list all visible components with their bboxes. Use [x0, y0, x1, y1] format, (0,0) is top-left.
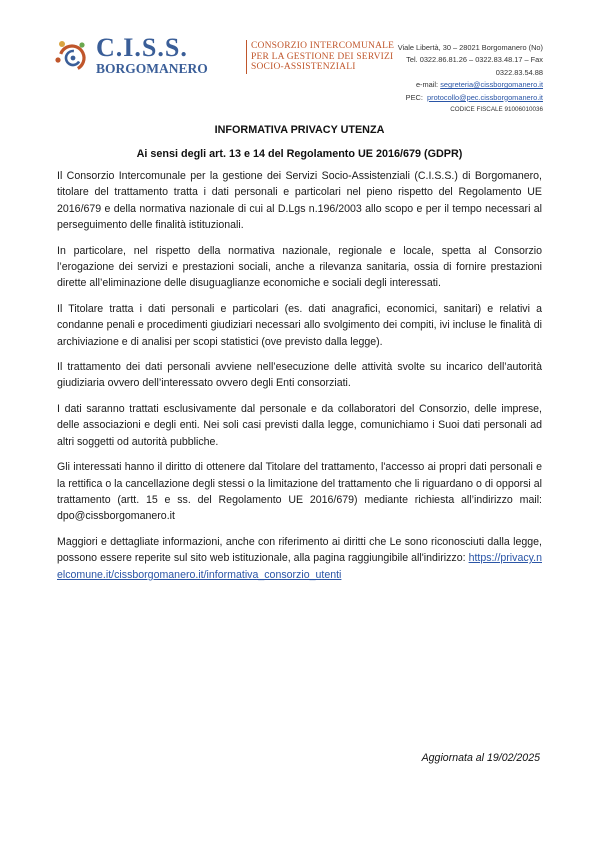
- paragraph: Gli interessati hanno il diritto di ottenere dal Titolare del trattamento, l'accesso ai propri dati personali e la rettifica o la cancellazione degli stessi o la limitazione del trattamento che li riguardano o di opporsi al trattamento (artt. 15 e ss. del Regolamento UE 2016/679) mediante richiesta all’indirizzo mail: dpo@cissborgomanero.it: [57, 461, 542, 523]
- logo-subtitle-line: PER LA GESTIONE DEI SERVIZI: [251, 51, 394, 62]
- logo-city: BORGOMANERO: [96, 61, 208, 76]
- contact-pec-line: [343, 92, 543, 104]
- paragraph: Il Titolare tratta i dati personali e particolari (es. dati anagrafici, economici, sanitari) e relativi a condanne penali e procedimenti giudiziari necessari allo svolgimento dei compiti, ivi incluse le finalità di archiviazione e di analisi per scopi statistici (ove previsto dalla legge).: [57, 302, 542, 348]
- email-label: e-mail:: [415, 80, 439, 90]
- ciss-logo-icon: [52, 36, 92, 76]
- document-title: INFORMATIVA PRIVACY UTENZA: [214, 124, 385, 136]
- logo-subtitle-line: CONSORZIO INTERCOMUNALE: [251, 41, 395, 51]
- ciss-logo: [52, 33, 395, 80]
- paragraph: In particolare, nel rispetto della normativa nazionale, regionale e locale, spetta al Consorzio l’erogazione dei servizi e prestazioni sociali, anche a rilevanza sanitaria, ossia di fornire prestazioni dirette all’eliminazione delle disuguaglianze economiche e sociali degli interessati.: [57, 244, 542, 290]
- logo-divider: [246, 40, 247, 74]
- contact-block: [343, 42, 543, 116]
- email-link[interactable]: segreteria@cissborgomanero.it: [440, 80, 543, 90]
- paragraph-with-link: [57, 534, 542, 583]
- pec-link[interactable]: protocollo@pec.cissborgomanero.it: [427, 92, 543, 102]
- document-body: [57, 168, 542, 592]
- paragraph: Il trattamento dei dati personali avviene nell’esecuzione delle attività svolte su incarico dell’autorità giudiziaria ovvero dell’interessato ovvero degli Enti consorziati.: [57, 361, 542, 390]
- contact-address: Viale Libertà, 30 – 28021 Borgomanero (No): [397, 43, 543, 52]
- paragraph-text: Maggiori e dettagliate informazioni, anche con riferimento ai diritti che Le sono riconosciuti dalla legge, possono essere reperite sul sito web istituzionale, alla pagina raggiungibile all'indirizzo:: [57, 535, 542, 565]
- privacy-link[interactable]: https://privacy.nelcomune.it/cissborgomanero.it/informativa_consorzio_utenti: [57, 552, 542, 581]
- contact-email-line: [343, 79, 543, 91]
- paragraph: Il Consorzio Intercomunale per la gestione dei Servizi Socio-Assistenziali (C.I.S.S.) di Borgomanero, titolare del trattamento tratta i dati personali e particolari nel pieno rispetto del Regolamento UE 2016/679 e della normativa nazionale di cui al D.Lgs n.196/2003 allo scopo e per il tempo necessari al perseguimento delle finalità istituzionali.: [57, 170, 542, 232]
- fiscal-code: CODICE FISCALE 91006010036: [450, 106, 543, 114]
- contact-phones: Tel. 0322.86.81.26 – 0322.83.48.17 – Fax: [406, 55, 543, 65]
- document-subtitle: Ai sensi degli art. 13 e 14 del Regolamento UE 2016/679 (GDPR): [136, 148, 463, 160]
- logo-subtitle-line: SOCIO-ASSISTENZIALI: [251, 62, 356, 72]
- logo-name: C.I.S.S.: [96, 33, 188, 62]
- contact-fax: 0322.83.54.88: [495, 67, 543, 77]
- paragraph: I dati saranno trattati esclusivamente dal personale e da collaboratori del Consorzio, delle imprese, delle associazioni e degli enti. Nei soli casi previsti dalla legge, comunichiamo i Suoi dati personali ad altri soggetti od autorità pubbliche.: [57, 402, 542, 448]
- pec-label: PEC:: [405, 92, 423, 102]
- updated-date: Aggiornata al 19/02/2025: [421, 752, 540, 764]
